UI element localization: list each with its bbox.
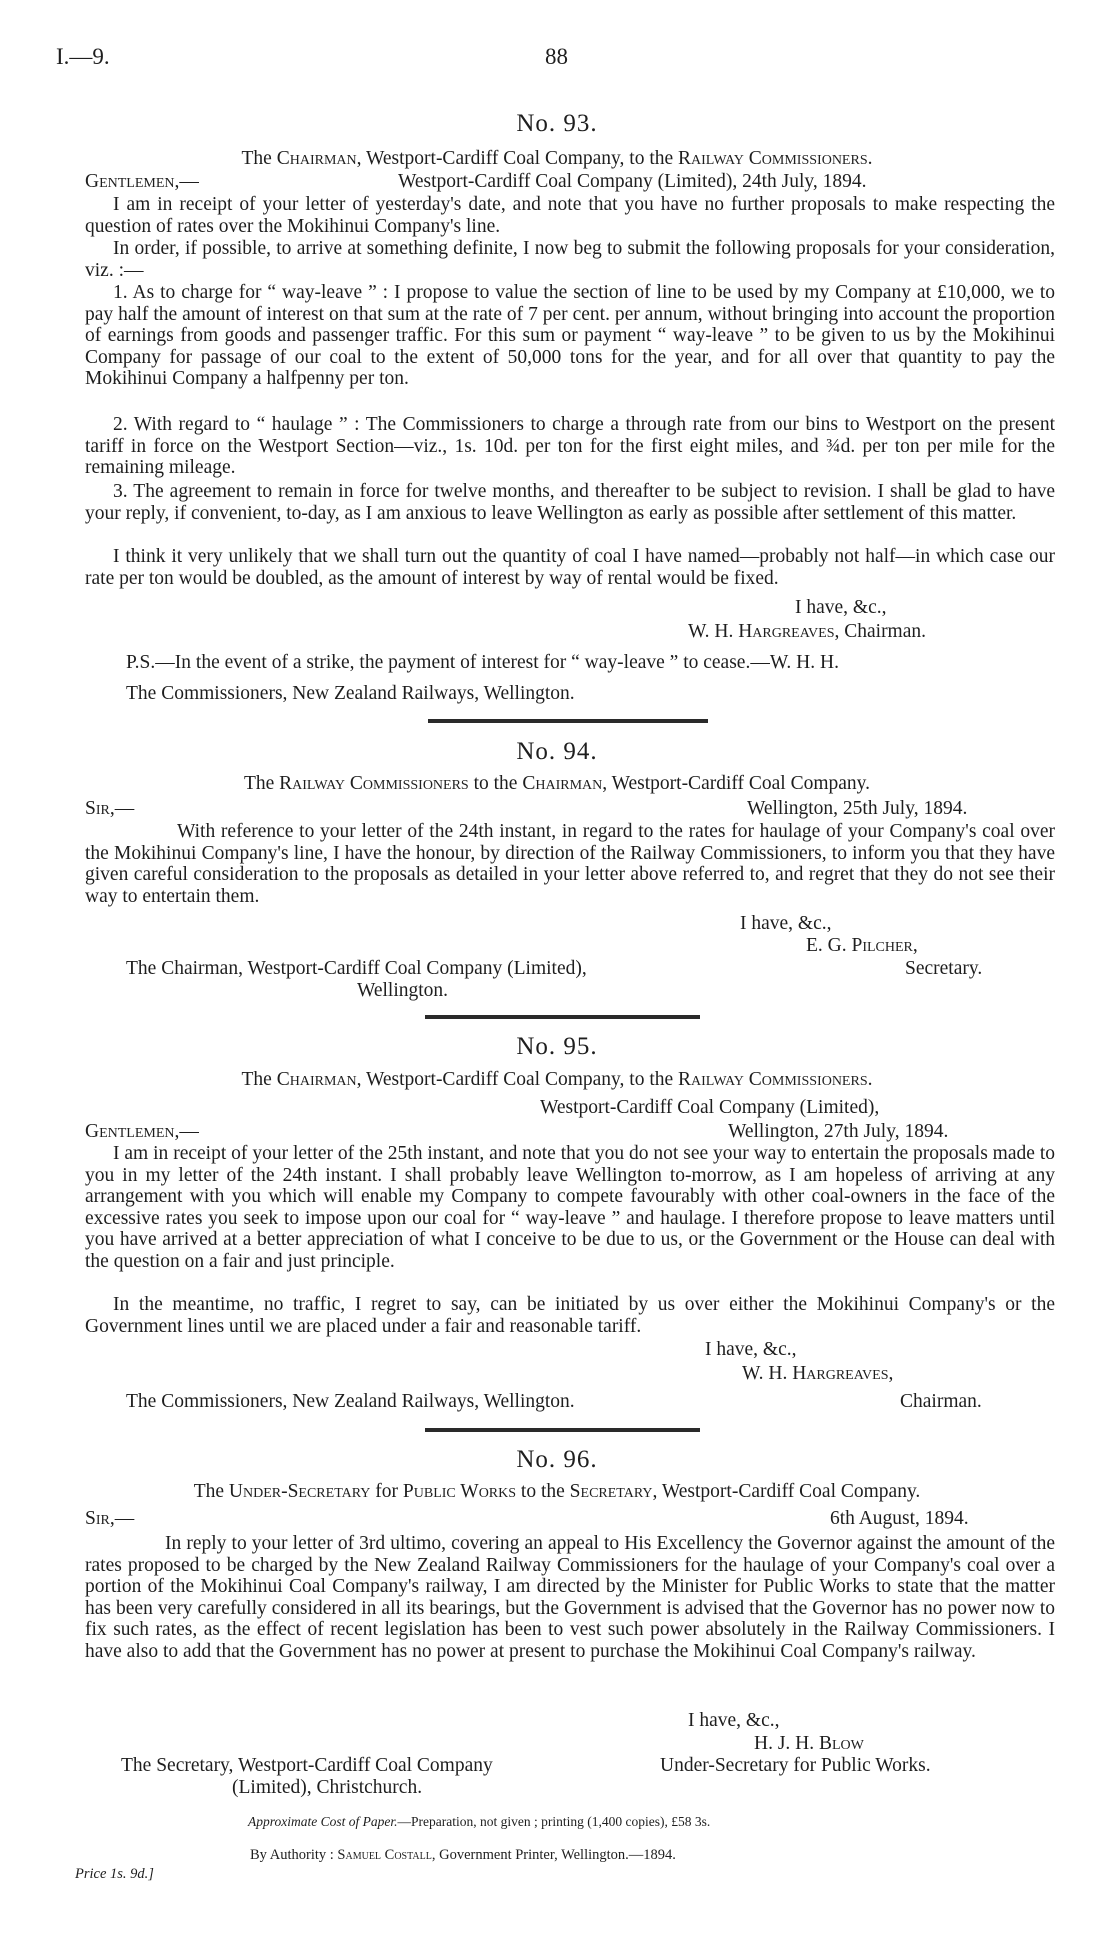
page-number: 88 bbox=[545, 44, 568, 69]
paper-reference: I.—9. bbox=[56, 44, 110, 69]
addressee: The Chairman, Westport-Cardiff Coal Company (Limited), bbox=[126, 958, 587, 979]
letter-title: The Chairman, Westport-Cardiff Coal Company, to the Railway Commissioners. bbox=[241, 148, 873, 169]
address-date: Westport-Cardiff Coal Company (Limited), 24th July, 1894. bbox=[398, 171, 867, 192]
letter-title: The Chairman, Westport-Cardiff Coal Company, to the Railway Commissioners. bbox=[241, 1069, 873, 1090]
paragraph: I am in receipt of your letter of yesterday's date, and note that you have no further proposals to make respecting the question of rates over the Mokihinui Company's line. bbox=[85, 194, 1055, 237]
section-divider bbox=[425, 1015, 700, 1019]
letter-title: The Under-Secretary for Public Works to the Secretary, Westport-Cardiff Coal Company. bbox=[193, 1481, 921, 1502]
paragraph: 2. With regard to “ haulage ” : The Commissioners to charge a through rate from our bins to Westport on the present tariff in force on the Westport Section—viz., 1s. 10d. per ton for the first eight miles, and ¾d. per ton per mile for the remaining mileage. bbox=[85, 414, 1055, 479]
signature-name: E. G. Pilcher, bbox=[806, 935, 918, 956]
section-divider bbox=[425, 1428, 700, 1432]
addressee: The Secretary, Westport-Cardiff Coal Company bbox=[121, 1755, 493, 1776]
cost-note: Approximate Cost of Paper.—Preparation, not given ; printing (1,400 copies), £58 3s. bbox=[248, 1814, 711, 1829]
addressee: The Commissioners, New Zealand Railways, Wellington. bbox=[126, 683, 575, 704]
salutation: Sir,— bbox=[85, 798, 135, 819]
addressee-city: Wellington. bbox=[357, 980, 449, 1001]
letter-number: No. 93. bbox=[516, 110, 598, 137]
letter-title: The Railway Commissioners to the Chairman, Westport-Cardiff Coal Company. bbox=[243, 773, 871, 794]
price: Price 1s. 9d.] bbox=[75, 1866, 154, 1882]
signature-name: W. H. Hargreaves, bbox=[742, 1363, 894, 1384]
letter-number: No. 94. bbox=[516, 738, 598, 765]
paragraph: I think it very unlikely that we shall turn out the quantity of coal I have named—probably not half—in which case our rate per ton would be doubled, as the amount of interest by way of rental would be fixed. bbox=[85, 546, 1055, 589]
paragraph: In order, if possible, to arrive at something definite, I now beg to submit the following proposals for your consideration, viz. :— bbox=[85, 238, 1055, 281]
closing: I have, &c., bbox=[705, 1339, 797, 1360]
address-date: 6th August, 1894. bbox=[830, 1508, 969, 1529]
addressee: The Commissioners, New Zealand Railways, Wellington. bbox=[126, 1391, 575, 1412]
paragraph: In the meantime, no traffic, I regret to say, can be initiated by us over either the Mokihinui Company's or the Government lines until we are placed under a fair and reasonable tariff. bbox=[85, 1294, 1055, 1337]
signature: W. H. Hargreaves, Chairman. bbox=[688, 621, 927, 642]
salutation: Sir,— bbox=[85, 1508, 135, 1529]
closing: I have, &c., bbox=[688, 1710, 780, 1731]
closing: I have, &c., bbox=[795, 597, 887, 618]
paragraph: 1. As to charge for “ way-leave ” : I propose to value the section of line to be used by my Company at £10,000, we to pay half the amount of interest on that sum at the rate of 7 per cent. per annum, without bringing into account the proportion of earnings from goods and passenger traffic. For this sum or payment “ way-leave ” to be given to us by the Mokihinui Company for passage of our coal to the extent of 50,000 tons for the year, and for all over that quantity to pay the Mokihinui Company a halfpenny per ton. bbox=[85, 282, 1055, 390]
signature-title: Under-Secretary for Public Works. bbox=[660, 1755, 931, 1776]
address-date: Wellington, 27th July, 1894. bbox=[728, 1121, 949, 1142]
paragraph: In reply to your letter of 3rd ultimo, covering an appeal to His Excellency the Governor against the amount of the rates proposed to be charged by the New Zealand Railway Commissioners for the haulage of your Company's coal over a portion of the Mokihinui Coal Company's railway, I am directed by the Minister for Public Works to state that the matter has been very carefully considered in all its bearings, but the Government is advised that the Governor has no power now to fix such rates, as the effect of recent legislation has been to vest such power absolutely in the Railway Commissioners. I have also to add that the Government has no power at present to purchase the Mokihinui Coal Company's railway. bbox=[85, 1533, 1055, 1662]
printer-authority: By Authority : Samuel Costall, Government Printer, Wellington.—1894. bbox=[250, 1847, 676, 1863]
address-line: Westport-Cardiff Coal Company (Limited), bbox=[540, 1097, 880, 1118]
salutation: Gentlemen,— bbox=[85, 171, 199, 192]
letter-number: No. 96. bbox=[516, 1446, 598, 1473]
signature-title: Chairman. bbox=[900, 1391, 982, 1412]
address-date: Wellington, 25th July, 1894. bbox=[747, 798, 968, 819]
signature-name: H. J. H. Blow bbox=[754, 1733, 864, 1754]
signature-title: Secretary. bbox=[905, 958, 983, 979]
salutation: Gentlemen,— bbox=[85, 1121, 199, 1142]
closing: I have, &c., bbox=[740, 913, 832, 934]
section-divider bbox=[428, 719, 708, 723]
paragraph: With reference to your letter of the 24th instant, in regard to the rates for haulage of your Company's coal over the Mokihinui Company's line, I have the honour, by direction of the Railway Commissioners, to inform you that they have given careful consideration to the proposals as detailed in your letter above referred to, and regret that they do not see their way to entertain them. bbox=[85, 821, 1055, 907]
addressee-city: (Limited), Christchurch. bbox=[232, 1777, 423, 1798]
postscript: P.S.—In the event of a strike, the payment of interest for “ way-leave ” to cease.—W. H. H. bbox=[126, 652, 839, 673]
paragraph: I am in receipt of your letter of the 25th instant, and note that you do not see your way to entertain the proposals made to you in my letter of the 24th instant. I shall probably leave Wellington to-morrow, as I am hopeless of arriving at any arrangement with you which will enable my Company to compete favourably with other coal-owners in the face of the excessive rates you seek to impose upon our coal for “ way-leave ” and haulage. I therefore propose to leave matters until you have arrived at a better appreciation of what I conceive to be due to us, or the Government or the House can deal with the question on a fair and just principle. bbox=[85, 1143, 1055, 1272]
letter-number: No. 95. bbox=[516, 1033, 598, 1060]
paragraph: 3. The agreement to remain in force for twelve months, and thereafter to be subject to revision. I shall be glad to have your reply, if convenient, to-day, as I am anxious to leave Wellington as early as possible after settlement of this matter. bbox=[85, 481, 1055, 524]
